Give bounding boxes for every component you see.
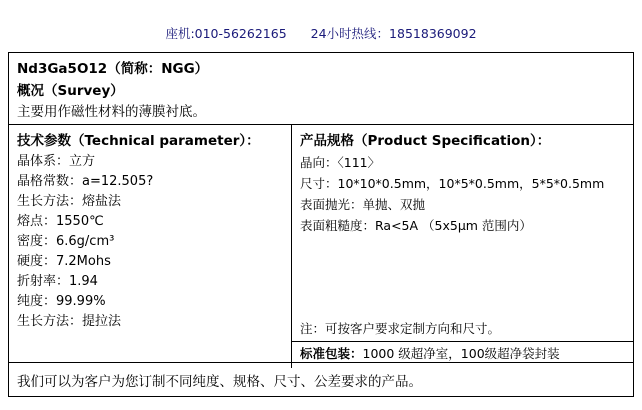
param-hardness: 硬度：7.2Mohs	[17, 254, 111, 269]
technical-parameter-column	[9, 125, 292, 368]
packaging-divider	[292, 341, 633, 342]
phone-number: 座机:010-56262165	[165, 26, 287, 41]
product-datasheet	[8, 52, 634, 397]
contact-bar	[0, 22, 642, 44]
param-melting-point: 熔点：1550℃	[17, 214, 104, 229]
standard-packaging-value: 1000 级超净室，100级超净袋封装	[362, 346, 560, 361]
spec-orientation: 晶向：〈111〉	[300, 155, 381, 170]
spec-polishing: 表面抛光：单抛、双抛	[300, 197, 426, 212]
footer-note: 我们可以为客户为您订制不同纯度、规格、尺寸、公差要求的产品。	[9, 362, 633, 396]
hotline-number: 24小时热线：18518369092	[310, 26, 477, 41]
survey-text: 主要用作磁性材料的薄膜衬底。	[17, 104, 206, 120]
product-specification-title: 产品规格（Product Specification）：	[300, 133, 551, 149]
standard-packaging	[300, 344, 560, 364]
spec-size: 尺寸：10*10*0.5mm，10*5*0.5mm，5*5*0.5mm	[300, 176, 605, 191]
param-lattice-constant: 晶格常数：a=12.505?	[17, 174, 154, 189]
page-title: Nd3Ga5O12（简称：NGG）	[17, 61, 209, 77]
survey-heading: 概况（Survey）	[17, 83, 124, 99]
param-crystal-system: 晶体系：立方	[17, 154, 96, 169]
param-purity: 纯度：99.99%	[17, 294, 106, 309]
custom-order-note: 注：可按客户要求定制方向和尺寸。	[300, 321, 501, 336]
param-refractive-index: 折射率：1.94	[17, 274, 98, 289]
param-growth-method: 生长方法：熔盐法	[17, 194, 122, 209]
param-density: 密度：6.6g/cm³	[17, 234, 115, 249]
datasheet-header	[9, 53, 633, 124]
product-specification-column	[292, 125, 633, 368]
spec-columns	[9, 125, 633, 368]
spec-roughness: 表面粗糙度：Ra<5A （5x5μm 范围内）	[300, 218, 532, 233]
param-growth-method-2: 生长方法：提拉法	[17, 314, 122, 329]
standard-packaging-label: 标准包装：	[300, 346, 363, 361]
technical-parameter-title: 技术参数（Technical parameter）：	[17, 133, 260, 149]
